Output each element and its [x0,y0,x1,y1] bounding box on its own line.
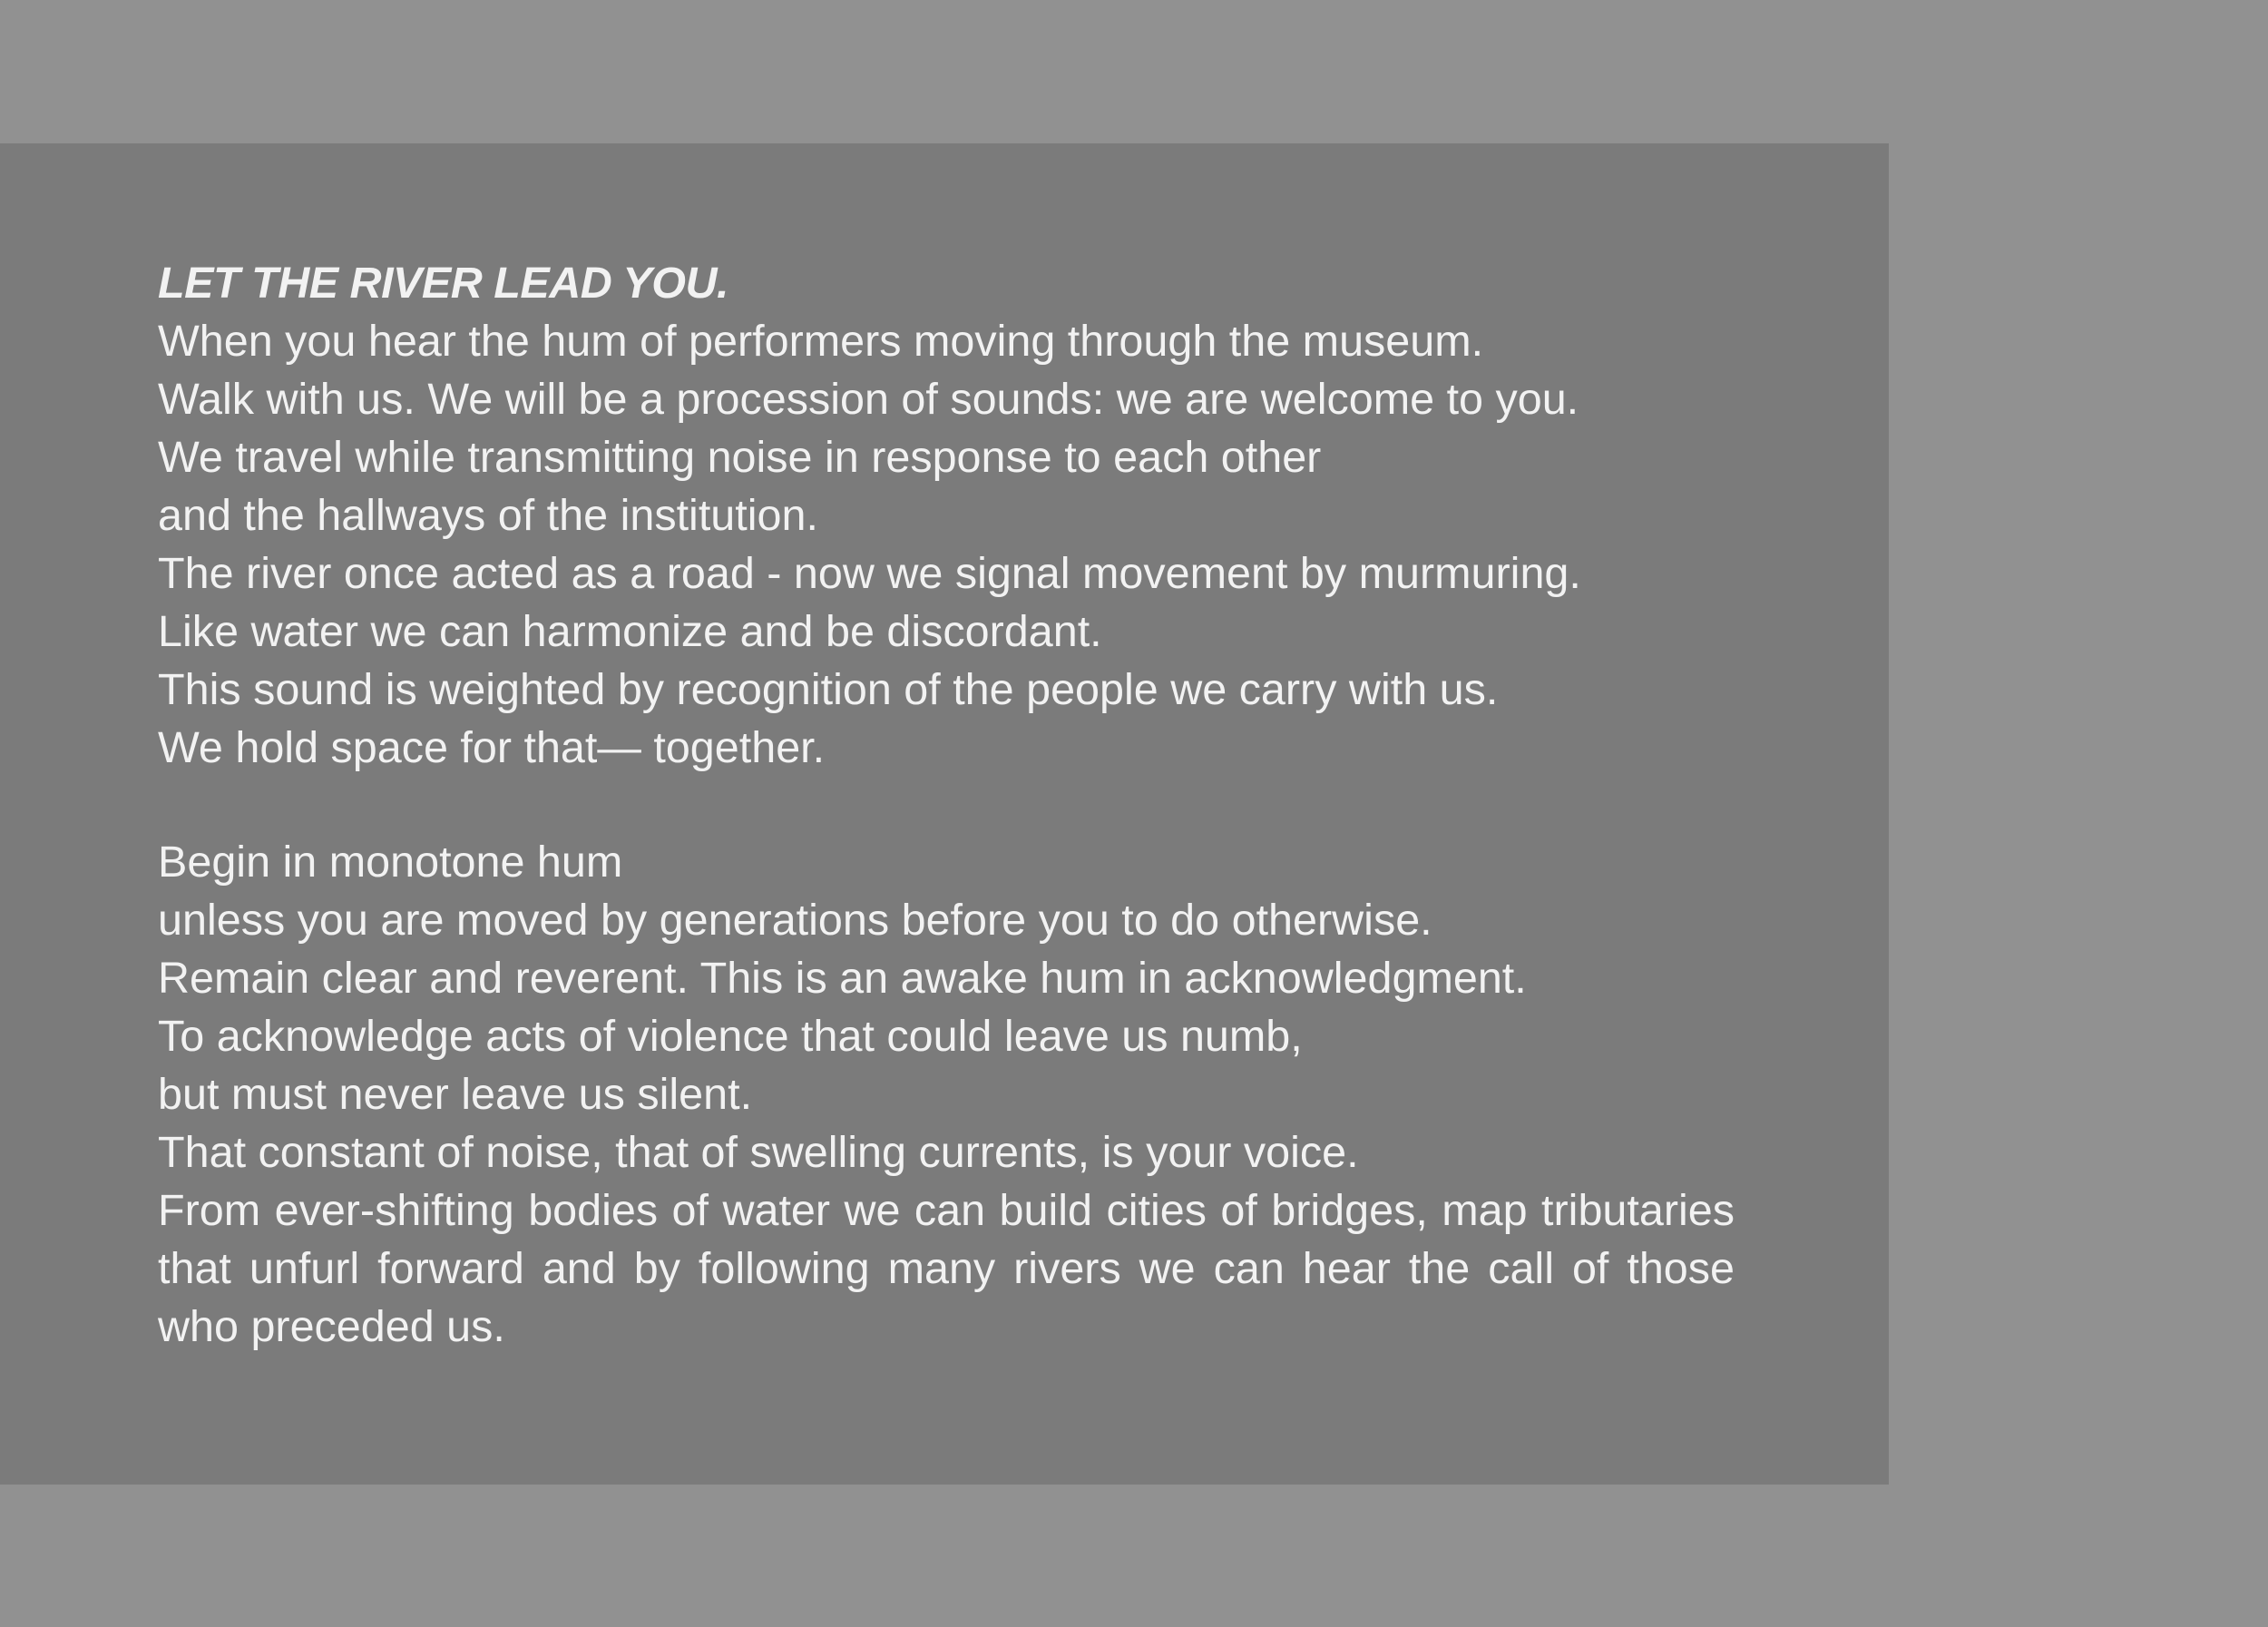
closing-paragraph: From ever-shifting bodies of water we can build cities of bridges, map tributaries that unfurl forward and by following many rivers we can hear the call of those who preceded us. [158,1186,1735,1351]
poem-line: Walk with us. We will be a procession of sounds: we are welcome to you. [158,375,1579,424]
poem-line: Like water we can harmonize and be discordant. [158,607,1102,656]
poem-line: To acknowledge acts of violence that could leave us numb, [158,1012,1303,1061]
poem-line: Remain clear and reverent. This is an awake hum in acknowledgment. [158,954,1527,1003]
stanza-2 [158,833,1735,1181]
poem-text [158,254,1735,1356]
poem-line: This sound is weighted by recognition of the people we carry with us. [158,665,1499,714]
stanza-gap [158,777,1735,833]
poem-line: When you hear the hum of performers moving through the museum. [158,317,1484,366]
poem-line: That constant of noise, that of swelling currents, is your voice. [158,1128,1359,1177]
poem-line: and the hallways of the institution. [158,491,818,540]
poem-line: We travel while transmitting noise in response to each other [158,433,1322,482]
stanza-1 [158,312,1735,777]
poem-line: We hold space for that— together. [158,723,826,772]
poem-line: unless you are moved by generations before you to do otherwise. [158,896,1432,945]
poem-line: The river once acted as a road - now we signal movement by murmuring. [158,549,1581,598]
poem-title: LET THE RIVER LEAD YOU. [158,259,728,308]
poem-line: Begin in monotone hum [158,838,623,887]
poem-line: but must never leave us silent. [158,1070,753,1119]
